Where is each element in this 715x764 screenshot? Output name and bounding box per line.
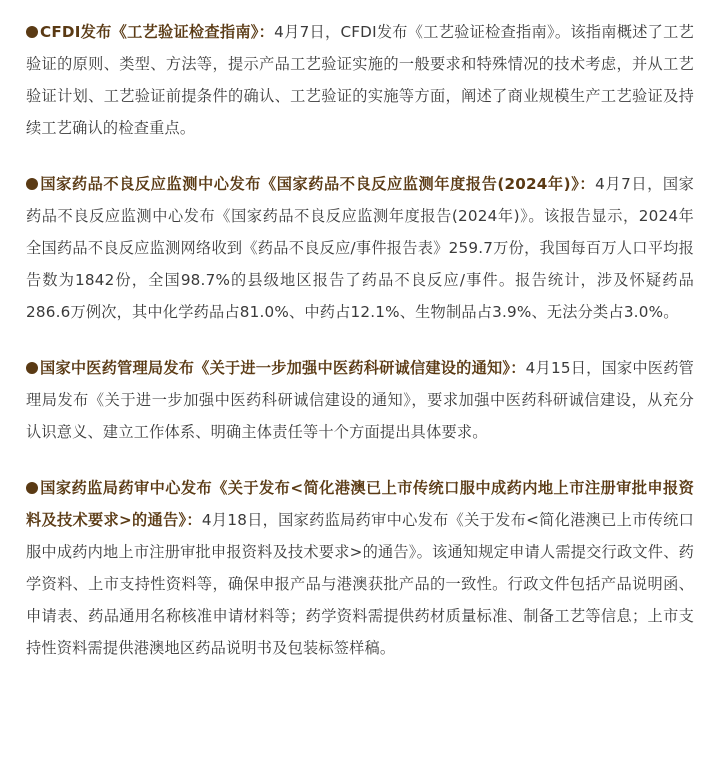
news-body: 4月18日，国家药监局药审中心发布《关于发布<简化港澳已上市传统口服中成药内地上市注册审批申报资料及技术要求>的通告》。该通知规定申请人需提交行政文件、药学资料、上市支持性资料等，确保申报产品与港澳获批产品的一致性。行政文件包括产品说明函、申请表、药品通用名称核准申请材料等；药学资料需提供药材质量标准、制备工艺等信息；上市支持性资料需提供港澳地区药品说明书及包装标签样稿。 bbox=[26, 511, 694, 657]
news-headline: 国家药品不良反应监测中心发布《国家药品不良反应监测年度报告(2024年)》： bbox=[40, 175, 596, 193]
news-headline: CFDI发布《工艺验证检查指南》： bbox=[40, 23, 275, 41]
news-item-cfdi bbox=[26, 16, 694, 144]
bullet-icon bbox=[26, 178, 38, 190]
news-item-tcm-integrity bbox=[26, 352, 694, 448]
news-headline: 国家中医药管理局发布《关于进一步加强中医药科研诚信建设的通知》： bbox=[40, 359, 526, 377]
bullet-icon bbox=[26, 482, 38, 494]
news-item-hk-macao-tcm bbox=[26, 472, 694, 664]
news-item-adr-report bbox=[26, 168, 694, 328]
news-body: 4月7日，国家药品不良反应监测中心发布《国家药品不良反应监测年度报告(2024年)》。该报告显示，2024年全国药品不良反应监测网络收到《药品不良反应/事件报告表》259.7万份，我国每百万人口平均报告数为1842份，全国98.7%的县级地区报告了药品不良反应/事件。报告统计，涉及怀疑药品286.6万例次，其中化学药品占81.0%、中药占12.1%、生物制品占3.9%、无法分类占3.0%。 bbox=[26, 175, 694, 321]
news-headline: 国家药监局药审中心发布《关于发布<简化港澳已上市传统口服中成药内地上市注册审批申报资料及技术要求>的通告》： bbox=[26, 479, 694, 529]
news-article bbox=[26, 16, 694, 664]
bullet-icon bbox=[26, 362, 38, 374]
news-body: 4月7日，CFDI发布《工艺验证检查指南》。该指南概述了工艺验证的原则、类型、方法等，提示产品工艺验证实施的一般要求和特殊情况的技术考虑，并从工艺验证计划、工艺验证前提条件的确认、工艺验证的实施等方面，阐述了商业规模生产工艺验证及持续工艺确认的检查重点。 bbox=[26, 23, 694, 137]
news-body: 4月15日，国家中医药管理局发布《关于进一步加强中医药科研诚信建设的通知》，要求加强中医药科研诚信建设，从充分认识意义、建立工作体系、明确主体责任等十个方面提出具体要求。 bbox=[26, 359, 694, 441]
bullet-icon bbox=[26, 26, 38, 38]
